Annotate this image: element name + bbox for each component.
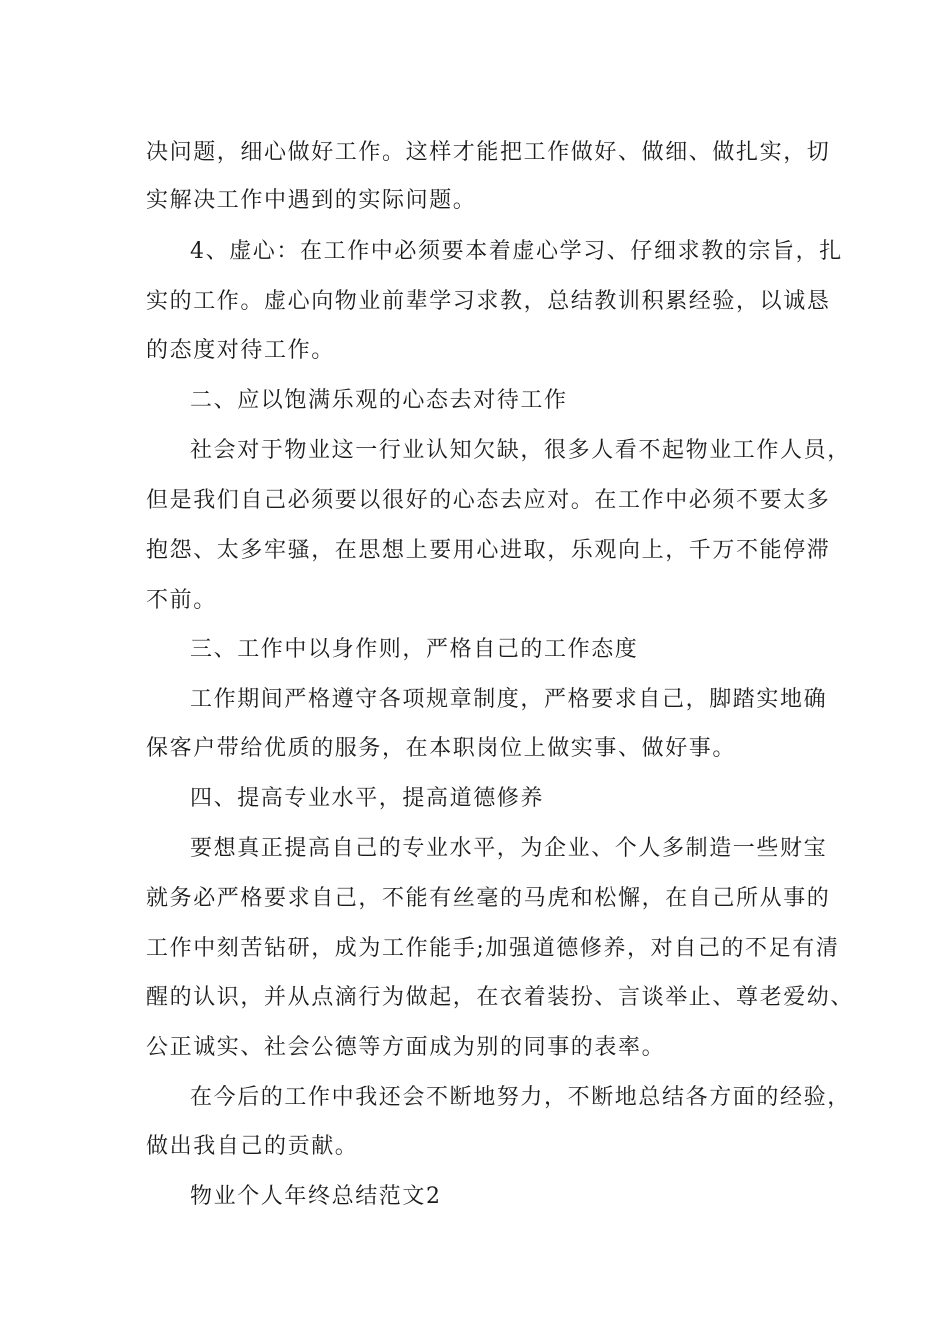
document-subtitle: 物业个人年终总结范文2 — [190, 1184, 442, 1209]
paragraph-line: 但是我们自己必须要以很好的心态去应对。在工作中必须不要太多 — [146, 488, 831, 513]
section-heading: 二、应以饱满乐观的心态去对待工作 — [190, 388, 568, 413]
section-heading: 三、工作中以身作则，严格自己的工作态度 — [190, 637, 639, 662]
paragraph-line: 决问题，细心做好工作。这样才能把工作做好、做细、做扎实，切 — [146, 140, 831, 165]
paragraph-line: 就务必严格要求自己，不能有丝毫的马虎和松懈，在自己所从事的 — [146, 886, 831, 911]
paragraph-line: 在今后的工作中我还会不断地努力，不断地总结各方面的经验， — [190, 1085, 851, 1110]
paragraph-line: 4、虚心：在工作中必须要本着虚心学习、仔细求教的宗旨，扎 — [190, 239, 843, 264]
paragraph-line: 实的工作。虚心向物业前辈学习求教，总结教训积累经验，以诚恳 — [146, 289, 831, 314]
paragraph-line: 实解决工作中遇到的实际问题。 — [146, 188, 477, 213]
paragraph-line: 保客户带给优质的服务，在本职岗位上做实事、做好事。 — [146, 736, 737, 761]
paragraph-line: 醒的认识，并从点滴行为做起，在衣着装扮、言谈举止、尊老爱幼、 — [146, 985, 855, 1010]
paragraph-line: 工作期间严格遵守各项规章制度，严格要求自己，脚踏实地确 — [190, 687, 828, 712]
paragraph-line: 不前。 — [146, 588, 217, 613]
paragraph-line: 抱怨、太多牢骚，在思想上要用心进取，乐观向上，千万不能停滞 — [146, 538, 831, 563]
paragraph-line: 的态度对待工作。 — [146, 338, 335, 363]
paragraph-line: 工作中刻苦钻研，成为工作能手;加强道德修养，对自己的不足有清 — [146, 936, 840, 961]
paragraph-line: 社会对于物业这一行业认知欠缺，很多人看不起物业工作人员， — [190, 438, 851, 463]
section-heading: 四、提高专业水平，提高道德修养 — [190, 786, 545, 811]
paragraph-line: 做出我自己的贡献。 — [146, 1134, 359, 1159]
paragraph-line: 要想真正提高自己的专业水平，为企业、个人多制造一些财宝 — [190, 836, 828, 861]
paragraph-line: 公正诚实、社会公德等方面成为别的同事的表率。 — [146, 1035, 666, 1060]
